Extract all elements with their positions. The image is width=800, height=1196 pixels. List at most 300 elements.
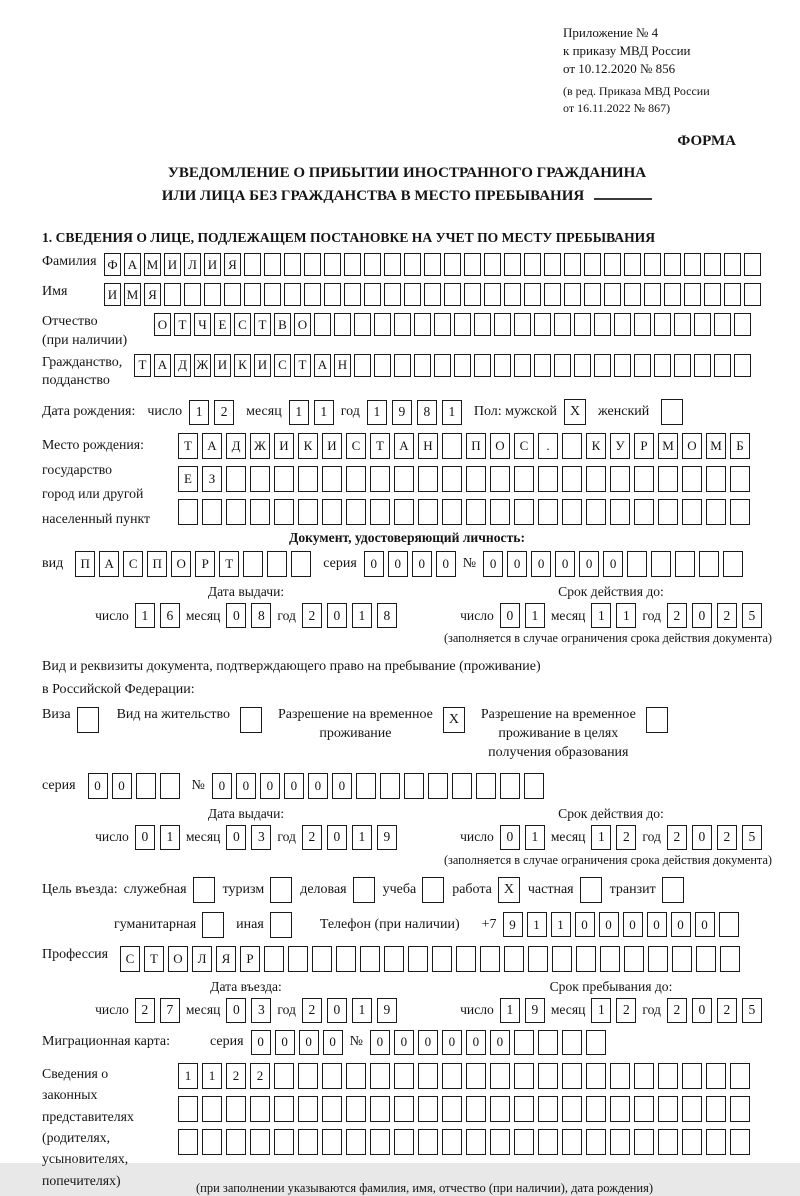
char-cell [524, 253, 541, 276]
char-cell [224, 283, 241, 306]
char-cell: И [164, 253, 181, 276]
char-cell: А [124, 253, 141, 276]
char-cell [454, 354, 471, 377]
char-cell [562, 433, 582, 459]
char-cell: 0 [226, 998, 246, 1023]
char-cell: 0 [226, 603, 246, 628]
char-cell [490, 466, 510, 492]
char-cell: 1 [202, 1063, 222, 1089]
char-cell [298, 466, 318, 492]
char-cell: 0 [327, 825, 347, 850]
char-cell [380, 773, 400, 799]
char-cell: О [154, 313, 171, 336]
char-cell [428, 773, 448, 799]
char-cell: 2 [302, 825, 322, 850]
birth-place-labels: Место рождения: государство город или другой населенный пункт [42, 437, 151, 526]
char-cell: 0 [603, 551, 623, 577]
char-cell [404, 773, 424, 799]
char-cell: И [274, 433, 294, 459]
char-cell [610, 1129, 630, 1155]
char-cell: Ж [250, 433, 270, 459]
char-cell: X [498, 877, 520, 903]
entry-stay-dates [42, 979, 772, 1023]
char-cell [504, 253, 521, 276]
char-cell [682, 1129, 702, 1155]
char-cell [226, 1129, 246, 1155]
char-cell [514, 1129, 534, 1155]
expiry-note: (заполняется в случае ограничения срока действия документа) [443, 852, 772, 867]
residence-number-cells [212, 773, 544, 799]
month-label: месяц [550, 1002, 586, 1018]
char-cell [184, 283, 201, 306]
char-cell: 2 [214, 400, 234, 425]
representatives-row3 [178, 1129, 750, 1155]
char-cell [562, 1063, 582, 1089]
char-cell [627, 551, 647, 577]
char-cell [466, 499, 486, 525]
char-cell [474, 354, 491, 377]
char-cell [694, 313, 711, 336]
char-cell: К [586, 433, 606, 459]
char-cell [586, 499, 606, 525]
char-cell: 0 [327, 603, 347, 628]
day-label: число [460, 829, 494, 845]
char-cell [524, 283, 541, 306]
char-cell: 2 [302, 603, 322, 628]
month-label: месяц [185, 607, 221, 623]
doc-type-cells [75, 551, 311, 577]
char-cell: 0 [394, 1030, 414, 1055]
year-label: год [277, 607, 296, 623]
char-cell: А [394, 433, 414, 459]
purpose-study: учеба [383, 877, 445, 903]
char-cell: 0 [308, 773, 328, 799]
char-cell [422, 877, 444, 903]
char-cell [464, 253, 481, 276]
char-cell: 0 [412, 551, 432, 577]
char-cell [580, 877, 602, 903]
char-cell [664, 283, 681, 306]
char-cell [370, 1063, 390, 1089]
char-cell [610, 1096, 630, 1122]
identity-doc-row [42, 551, 772, 577]
char-cell [202, 499, 222, 525]
appendix-line: Приложение № 4 [563, 25, 659, 40]
char-cell [674, 313, 691, 336]
char-cell [442, 1129, 462, 1155]
char-cell: Л [184, 253, 201, 276]
char-cell [384, 946, 404, 972]
residence-series-cells [88, 773, 180, 799]
representatives-row1 [178, 1063, 750, 1089]
doc-series-cells [364, 551, 456, 577]
char-cell: П [147, 551, 167, 577]
char-cell: 1 [352, 603, 372, 628]
char-cell: 0 [332, 773, 352, 799]
char-cell: 0 [236, 773, 256, 799]
residence-permit-label: Вид на жительство [116, 707, 230, 723]
char-cell: Т [134, 354, 151, 377]
char-cell [634, 1063, 654, 1089]
char-cell [274, 499, 294, 525]
char-cell [408, 946, 428, 972]
char-cell [514, 1030, 534, 1055]
char-cell [414, 354, 431, 377]
sex-female-label: женский [598, 404, 650, 420]
char-cell: 8 [417, 400, 437, 425]
char-cell [274, 466, 294, 492]
stay-until-heading: Срок пребывания до: [549, 978, 673, 994]
char-cell [264, 283, 281, 306]
char-cell [704, 283, 721, 306]
expiry-date-heading: Срок действия до: [558, 584, 664, 600]
char-cell [672, 946, 692, 972]
char-cell [314, 313, 331, 336]
appendix-line: к приказу МВД России [563, 42, 691, 58]
char-cell [374, 354, 391, 377]
char-cell: А [154, 354, 171, 377]
char-cell: 1 [551, 912, 571, 937]
year-label: год [642, 829, 661, 845]
char-cell [346, 1129, 366, 1155]
char-cell: 0 [500, 603, 520, 628]
char-cell [353, 877, 375, 903]
entry-month-cells [226, 998, 271, 1023]
char-cell [538, 1030, 558, 1055]
char-cell: Ж [194, 354, 211, 377]
char-cell [394, 466, 414, 492]
char-cell [500, 773, 520, 799]
char-cell [418, 1063, 438, 1089]
edu-residence-permit-checkbox [646, 707, 668, 733]
char-cell [434, 354, 451, 377]
char-cell: И [322, 433, 342, 459]
purpose-work: работа X [452, 877, 520, 903]
char-cell [552, 946, 572, 972]
char-cell [538, 466, 558, 492]
edu-residence-permit-option [481, 706, 668, 763]
char-cell: Т [254, 313, 271, 336]
issue-month-cells [226, 603, 271, 628]
forma-label: ФОРМА [677, 132, 736, 149]
char-cell [604, 283, 621, 306]
day-label: число [95, 607, 129, 623]
char-cell [476, 773, 496, 799]
char-cell [394, 1063, 414, 1089]
document-title-line2: ИЛИ ЛИЦА БЕЗ ГРАЖДАНСТВА В МЕСТО ПРЕБЫВАНИЯ [42, 185, 772, 208]
char-cell: 0 [251, 1030, 271, 1055]
profession-cells [120, 946, 740, 972]
patronymic-label: Отчество (при наличии) [42, 314, 128, 348]
char-cell [564, 283, 581, 306]
char-cell [160, 773, 180, 799]
char-cell: 0 [212, 773, 232, 799]
char-cell: С [234, 313, 251, 336]
char-cell [418, 1096, 438, 1122]
char-cell: Е [178, 466, 198, 492]
char-cell [274, 1063, 294, 1089]
char-cell: 0 [112, 773, 132, 799]
purpose-other-checkbox [270, 912, 292, 938]
representatives-block [42, 1063, 772, 1196]
char-cell: 2 [717, 603, 737, 628]
issue-day-cells [135, 603, 180, 628]
char-cell [226, 466, 246, 492]
char-cell: 0 [299, 1030, 319, 1055]
char-cell: 1 [525, 825, 545, 850]
birth-date-label: Дата рождения: [42, 404, 136, 420]
char-cell [370, 466, 390, 492]
char-cell: А [99, 551, 119, 577]
char-cell [264, 253, 281, 276]
char-cell [524, 773, 544, 799]
char-cell: 0 [490, 1030, 510, 1055]
expiry-date-heading: Срок действия до: [558, 805, 664, 821]
char-cell: О [682, 433, 702, 459]
char-cell [490, 1129, 510, 1155]
char-cell [594, 313, 611, 336]
char-cell: 0 [226, 825, 246, 850]
char-cell [226, 1096, 246, 1122]
migration-card-number-cells [370, 1030, 606, 1055]
char-cell [662, 877, 684, 903]
char-cell [730, 466, 750, 492]
char-cell [562, 466, 582, 492]
purpose-other: иная [236, 912, 292, 938]
char-cell [444, 253, 461, 276]
char-cell: Я [216, 946, 236, 972]
char-cell [490, 1063, 510, 1089]
char-cell [664, 253, 681, 276]
birth-month-cells [289, 400, 334, 425]
char-cell [480, 946, 500, 972]
purpose-tourism-checkbox [270, 877, 292, 903]
char-cell [661, 399, 683, 425]
entry-year-cells [302, 998, 397, 1023]
char-cell [442, 499, 462, 525]
char-cell: Т [219, 551, 239, 577]
char-cell [706, 466, 726, 492]
char-cell [586, 1063, 606, 1089]
char-cell [724, 283, 741, 306]
char-cell [404, 283, 421, 306]
char-cell: 1 [352, 998, 372, 1023]
char-cell: 2 [616, 825, 636, 850]
char-cell: 1 [591, 998, 611, 1023]
char-cell [384, 283, 401, 306]
char-cell: 1 [189, 400, 209, 425]
char-cell [634, 466, 654, 492]
char-cell [504, 946, 524, 972]
char-cell: 1 [178, 1063, 198, 1089]
char-cell [594, 354, 611, 377]
char-cell [610, 499, 630, 525]
phone-prefix: +7 [481, 916, 497, 932]
char-cell: 0 [135, 825, 155, 850]
char-cell [346, 499, 366, 525]
entry-day-cells [135, 998, 180, 1023]
issue-date-heading: Дата выдачи: [207, 805, 285, 821]
char-cell [723, 551, 743, 577]
char-cell [490, 499, 510, 525]
revision-line: от 16.11.2022 № 867) [563, 100, 671, 115]
char-cell [370, 1129, 390, 1155]
issue-month-cells [226, 825, 271, 850]
year-label: год [277, 1002, 296, 1018]
char-cell [675, 551, 695, 577]
char-cell: 0 [692, 825, 712, 850]
sex-male-checkbox [564, 399, 586, 425]
char-cell [494, 354, 511, 377]
char-cell [554, 313, 571, 336]
char-cell: 1 [442, 400, 462, 425]
char-cell [574, 354, 591, 377]
patronymic-row [42, 313, 772, 349]
char-cell [322, 466, 342, 492]
char-cell: 0 [531, 551, 551, 577]
char-cell [202, 1129, 222, 1155]
char-cell [634, 1129, 654, 1155]
char-cell: 0 [647, 912, 667, 937]
surname-label: Фамилия [42, 254, 97, 270]
char-cell [284, 253, 301, 276]
char-cell [714, 313, 731, 336]
issue-year-cells [302, 603, 397, 628]
char-cell [600, 946, 620, 972]
char-cell [706, 499, 726, 525]
char-cell [586, 1129, 606, 1155]
char-cell: 0 [436, 551, 456, 577]
phone-label: Телефон (при наличии) [319, 916, 460, 932]
char-cell [288, 946, 308, 972]
char-cell [364, 253, 381, 276]
purpose-humanitarian: гуманитарная [114, 912, 224, 938]
char-cell [291, 551, 311, 577]
appendix-line: от 10.12.2020 № 856 [563, 60, 676, 76]
char-cell: 9 [392, 400, 412, 425]
day-label: число [147, 404, 183, 420]
char-cell: X [443, 707, 465, 733]
char-cell [164, 283, 181, 306]
sex-female-checkbox [661, 399, 683, 425]
char-cell: 1 [591, 603, 611, 628]
char-cell: М [658, 433, 678, 459]
char-cell: Н [334, 354, 351, 377]
char-cell [474, 313, 491, 336]
residence-permit-option [117, 706, 262, 733]
migration-card-row [42, 1030, 772, 1055]
char-cell [344, 253, 361, 276]
char-cell [202, 912, 224, 938]
char-cell [346, 466, 366, 492]
char-cell: Т [144, 946, 164, 972]
char-cell [610, 466, 630, 492]
year-label: год [642, 1002, 661, 1018]
purpose-transit-checkbox [662, 877, 684, 903]
char-cell [684, 283, 701, 306]
char-cell [646, 707, 668, 733]
identity-doc-dates [42, 584, 772, 628]
issue-year-cells [302, 825, 397, 850]
char-cell [514, 354, 531, 377]
char-cell [243, 551, 263, 577]
char-cell [444, 283, 461, 306]
char-cell [744, 283, 761, 306]
char-cell: 5 [742, 825, 762, 850]
char-cell [244, 283, 261, 306]
char-cell: Р [634, 433, 654, 459]
expiry-year-cells [667, 603, 762, 628]
char-cell: 9 [377, 825, 397, 850]
purpose-humanitarian-checkbox [202, 912, 224, 938]
char-cell [434, 313, 451, 336]
char-cell: 2 [302, 998, 322, 1023]
char-cell [322, 1129, 342, 1155]
char-cell [432, 946, 452, 972]
char-cell: 0 [692, 603, 712, 628]
char-cell [562, 499, 582, 525]
profession-label: Профессия [42, 946, 109, 962]
stay-year-cells [667, 998, 762, 1023]
char-cell [178, 1129, 198, 1155]
char-cell [250, 1096, 270, 1122]
char-cell [334, 313, 351, 336]
birth-place-block [42, 433, 772, 532]
char-cell [442, 433, 462, 459]
char-cell [720, 946, 740, 972]
char-cell [658, 466, 678, 492]
char-cell [538, 1096, 558, 1122]
char-cell [724, 253, 741, 276]
char-cell: 0 [418, 1030, 438, 1055]
char-cell [706, 1063, 726, 1089]
char-cell [226, 499, 246, 525]
given-name-row [42, 283, 772, 306]
sex-male-label: Пол: мужской [473, 404, 558, 420]
doc-number-cells [483, 551, 743, 577]
char-cell [704, 253, 721, 276]
edu-residence-permit-label: Разрешение на временное проживание в целях получения образования [480, 707, 636, 761]
char-cell: 0 [575, 912, 595, 937]
char-cell: 0 [555, 551, 575, 577]
char-cell: С [123, 551, 143, 577]
char-cell [658, 1096, 678, 1122]
surname-row [42, 253, 772, 276]
char-cell: 0 [692, 998, 712, 1023]
char-cell: М [144, 253, 161, 276]
char-cell: 0 [327, 998, 347, 1023]
char-cell: Я [144, 283, 161, 306]
day-label: число [95, 1002, 129, 1018]
char-cell: И [104, 283, 121, 306]
char-cell [490, 1096, 510, 1122]
char-cell [298, 1129, 318, 1155]
char-cell [464, 283, 481, 306]
char-cell: И [204, 253, 221, 276]
char-cell [614, 313, 631, 336]
char-cell [424, 283, 441, 306]
char-cell [298, 1063, 318, 1089]
char-cell [324, 253, 341, 276]
birth-place-row2 [178, 466, 750, 492]
residence-doc-options [42, 706, 772, 763]
char-cell: 1 [289, 400, 309, 425]
migration-card-series-cells [251, 1030, 343, 1055]
char-cell [730, 1129, 750, 1155]
char-cell [274, 1096, 294, 1122]
char-cell [394, 354, 411, 377]
expiry-month-cells [591, 825, 636, 850]
